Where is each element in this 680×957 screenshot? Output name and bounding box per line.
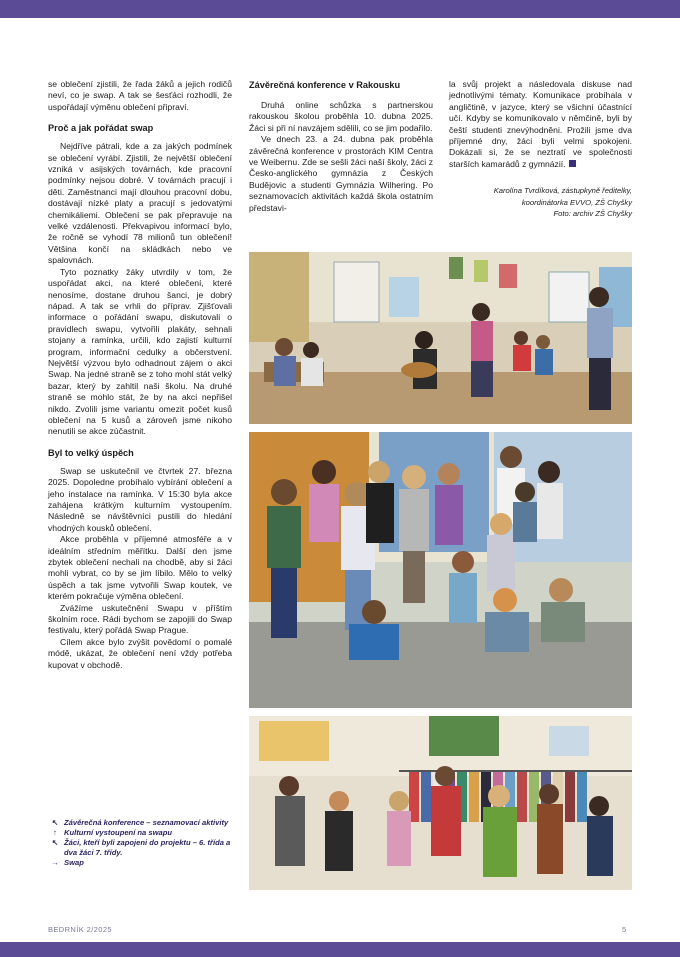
photo-captions	[48, 818, 233, 868]
top-color-band	[0, 0, 680, 18]
paragraph: Zvážíme uskutečnění Swapu v příštím školním roce. Rádi bychom se zapojili do Swap festivalu, který pořádá Swap Prague.	[48, 602, 232, 636]
credit-photo: Foto: archiv ZŠ Chyšky	[553, 209, 632, 219]
conference-activities-photo	[249, 252, 632, 424]
arrow-icon: ↑	[53, 828, 57, 837]
article-column-left	[48, 79, 232, 671]
arrow-icon: →	[51, 858, 59, 867]
end-of-article-mark	[569, 160, 576, 167]
section-heading: Proč a jak pořádat swap	[48, 123, 154, 134]
caption: ↑ Kulturní vystoupení na swapu	[48, 828, 233, 838]
credit-role: koordinátorka EVVO, ZŠ Chyšky	[521, 197, 632, 207]
paragraph: Ve dnech 23. a 24. dubna pak proběhla závěrečná konference v prostorách KIM Centra ve Weibernu. Zde se sešli žáci naší školy, žáci z Česko-anglického gymnázia z Českých Budějovic a studenti Gymnázia Wilhering. Po seznamovacích aktivitách každá škola ostatním představi-	[249, 134, 433, 213]
credits	[449, 185, 632, 220]
article-column-middle	[249, 79, 433, 214]
page-number: 5	[622, 925, 627, 934]
paragraph: Akce proběhla v příjemné atmosféře a v ideálním středním měřítku. Další den jsme zbytek oblečení nechali na chodbě, aby si žáci mohli vybrat, co by se jim líbilo. Mělo to velký úspěch a tak jsme vytvořili Swap koutek, ve kterém pokračuje výměna oblečení.	[48, 534, 232, 602]
paragraph: Swap se uskutečnil ve čtvrtek 27. března 2025. Dopoledne probíhalo vybírání oblečení a jeho instalace na ramínka. V 15:30 byla akce zahájena krátkým kulturním vystoupením. Následně se návštěvníci pustili do hledání vhodných kousků oblečení.	[48, 465, 232, 533]
paragraph: Druhá online schůzka s partnerskou rakouskou školou proběhla 10. dubna 2025. Žáci si při ní navzájem sdělili, co se jim podařilo.	[249, 100, 433, 133]
credit-author: Karolína Tvrdíková, zástupkyně ředitelky,	[493, 186, 632, 196]
section-heading: Závěrečná konference v Rakousku	[249, 80, 401, 90]
caption: → Swap	[48, 858, 233, 868]
swap-clothing-racks-photo	[249, 716, 632, 890]
paragraph: Nejdříve pátrali, kde a za jakých podmínek se oblečení vyrábí. Zjistili, že největší oblečení vzniká v asijských továrnách, kde pracovní podmínky nejsou dobré. V továrnách pracují i děti. Zaměstnanci mají dlouhou pracovní dobu, dostávají nízké platy a pracují s jedovatými chemikáliemi. Oblečení se pak přepravuje na velké vzdálenosti. Překvapivou informací bylo, že ročně se vyhodí 78 milionů tun oblečení! Většina končí na skládkách nebo ve spalovnách.	[48, 141, 232, 266]
caption: ↖ Závěrečná konference – seznamovací aktivity	[48, 818, 233, 828]
paragraph: Cílem akce bylo zvýšit povědomí o pomalé módě, ukázat, že oblečení není vždy potřeba kupovat v obchodě.	[48, 636, 232, 670]
article-column-right	[449, 79, 632, 220]
caption: ↖ Žáci, kteří byli zapojeni do projektu – 6. třída a dva žáci 7. třídy.	[48, 838, 233, 858]
paragraph	[449, 79, 632, 170]
arrow-icon: ↖	[51, 818, 59, 827]
paragraph: se oblečení zjistili, že řada žáků a jejich rodičů neví, co je swap. A tak se šesťáci rozhodli, že uspořádají výměnu oblečení připraví.	[48, 79, 232, 112]
bottom-color-band	[0, 942, 680, 957]
magazine-issue: BEDRNÍK 2/2025	[48, 925, 112, 934]
arrow-icon: ↖	[51, 838, 59, 847]
paragraph-text: la svůj projekt a následovala diskuse nad jednotlivými tématy. Komunikace probíhala v angličtině, v jazyce, který se všichni účastnící učí. Kdyby se komunikovalo v němčině, byli by čeští studenti znevýhodněni. Prožili jsme dva příjemné dny, žáci byli velmi spokojeni. Dokázali si, že se neztratí ve společnosti starších kamarádů z gymnázií.	[449, 79, 632, 169]
section-heading: Byl to velký úspěch	[48, 447, 134, 458]
paragraph: Tyto poznatky žáky utvrdily v tom, že uspořádat akci, na které oblečení, které nenosíme, dostane druhou šanci, je dobrý nápad. A tak se vrhli do příprav. Zjišťovali informace o pořádání swapu, diskutovali o pravidlech swapu, vytvořili plakáty, sehnali stojany a ramínka, určili, kdo zajistí kulturní program, informační cedulky a občerstvení. Největší výzvou bylo odhadnout zájem o akci Swap. Na jedné straně se z toho mohl stát velký bazar, který by zahltil naši školu. Na druhé straně se mohlo stát, že by na akci nepřišel nikdo. Zvolili jsme variantu omezit počet kusů oblečení na 5 kusů a zároveň jsme nikoho nenutili se akce zúčastnit.	[48, 266, 232, 437]
student-group-photo	[249, 432, 632, 708]
